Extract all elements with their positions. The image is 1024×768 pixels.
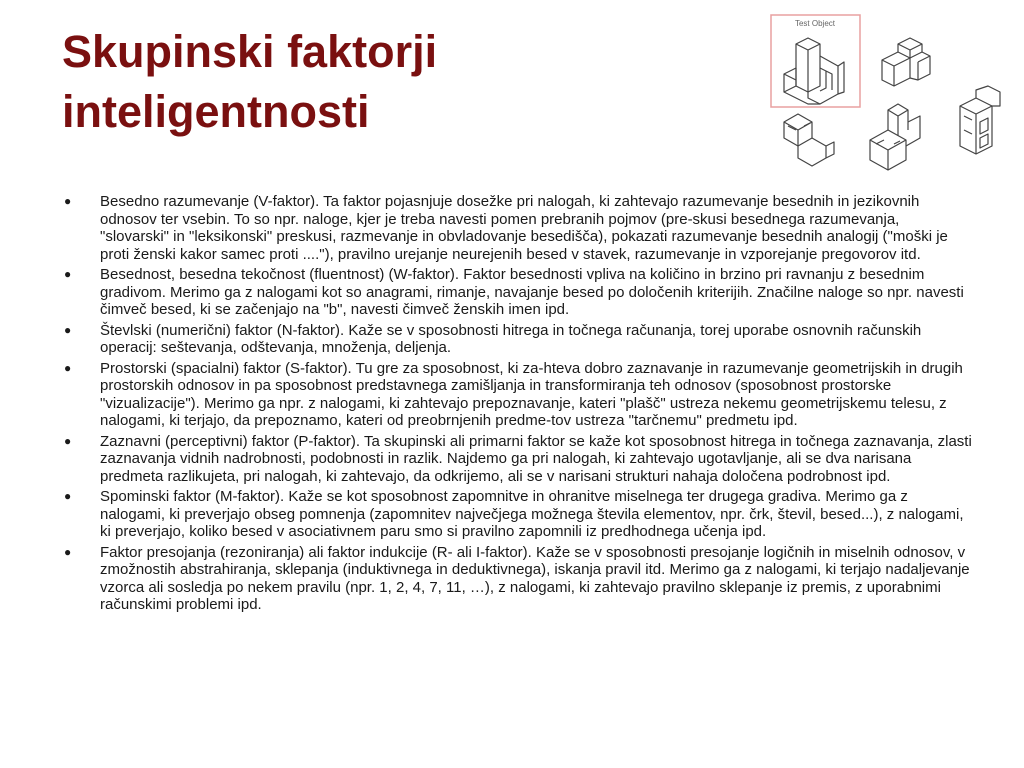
bullet-icon: ●: [64, 267, 72, 281]
page-title-line-2: inteligentnosti: [62, 86, 370, 137]
list-item: [62, 360, 972, 430]
bullet-icon: ●: [64, 360, 72, 375]
bullet-icon: ●: [64, 489, 72, 503]
list-item: [62, 433, 972, 486]
bullet-icon: ●: [64, 433, 72, 448]
bullet-icon: ●: [64, 194, 72, 208]
list-item-text: Prostorski (spacialni) faktor (S-faktor). Tu gre za sposobnost, ki za-hteva dobro zaznavanje in razumevanje geometrijskih in drugih prostorskih odnosov in pa sposobnost predstavnega zamišljanja in transformiranja teh odnosov (sposobnost prostorske "vizualizacije"). Merimo ga npr. z nalogami, ki zahtevajo prepoznavanje, kateri "plašč" ustreza nekemu geometrijskemu telesu, z nalogami, ki terjajo, da prepoznamo, kateri od preobrnjenih predme-tov ustreza "tarčnemu" predmetu ipd.: [100, 359, 963, 429]
list-item: [62, 266, 972, 319]
list-item: [62, 193, 972, 263]
list-item-text: Zaznavni (perceptivni) faktor (P-faktor). Ta skupinski ali primarni faktor se kaže kot sposobnost hitrega in točnega zaznavanja, zlasti zaznavanja vidnih nadrobnosti, podobnosti in razlik. Najdemo ga pri nalogah, ki zahtevajo ugotavljanje, ali se dva narisana predmeta razlikujeta, pri nalogah, ki zahtevajo, da odkrijemo, ali se v narisani strukturi nahaja določena podrobnost ipd.: [100, 432, 972, 485]
list-item: [62, 322, 972, 357]
page-title: [62, 22, 437, 142]
list-item-text: Besednost, besedna tekočnost (fluentnost) (W-faktor). Faktor besednosti vpliva na količino in brzino pri ravnanju z besednim gradivom. Merimo ga z nalogami kot so anagrami, rimanje, navajanje besed po določenih kriterijih. Značilne naloge so npr. navesti čimveč besed, ki se začenjajo na "b", navesti čimveč ženskih imen ipd.: [100, 266, 964, 318]
bullet-list: [62, 193, 972, 617]
list-item: [62, 488, 972, 541]
test-object-frame: [771, 15, 860, 107]
list-item-text: Spominski faktor (M-faktor). Kaže se kot sposobnost zapomnitve in ohranitve miselnega ter drugega gradiva. Merimo ga z nalogami, ki preverjajo obseg pomnenja (zapomnitev največjega možnega števila elementov, npr. črk, števil, besed...), z nalogami, ki preverjajo, koliko besed v asociativnem paru smo si pravilno zapomnili iz predhodnega učenja ipd.: [100, 488, 964, 540]
list-item: [62, 544, 972, 614]
option-shape-a: [882, 38, 930, 86]
test-object-shape: [784, 38, 844, 104]
test-object-label: Test Object: [794, 19, 836, 28]
isometric-block-shapes-icon: [760, 8, 1016, 178]
option-shape-b: [784, 114, 834, 166]
page-title-line-1: Skupinski faktorji: [62, 26, 438, 77]
test-object-figure: [760, 8, 1016, 178]
bullet-icon: ●: [64, 544, 72, 559]
list-item-text: Faktor presojanja (rezoniranja) ali faktor indukcije (R- ali I-faktor). Kaže se v sposobnosti presojanje logičnih in miselnih odnosov, v zmožnostih abstrahiranja, sklepanja (induktivnega in deduktivnega), iskanja pravil itd. Merimo ga z nalogami, ki terjajo nadaljevanje vzorca ali sosledja po nekem pravilu (npr. 1, 2, 4, 7, 11, …), z nalogami, ki zahtevajo pravilno sklepanje iz premis, z uporabnimi računskimi problemi ipd.: [100, 543, 970, 613]
list-item-text: Števlski (numerični) faktor (N-faktor). Kaže se v sposobnosti hitrega in točnega računanja, torej uporabe osnovnih računskih operacij: seštevanja, odštevanja, množenja, deljenja.: [100, 321, 922, 356]
option-shape-c: [870, 104, 920, 170]
list-item-text: Besedno razumevanje (V-faktor). Ta faktor pojasnjuje dosežke pri nalogah, ki zahtevajo razumevanje besednih in jezikovnih odnosov ter vsebin. To so npr. naloge, kjer je treba navesti pomen prebranih pojmov (pre-skusi besednega razumevanja, "slovarski" in "leksikonski" preskusi, razmevanje in obvladovanje besedišča), pokazati razumevanje besednih analogij ("moški je proti ženski kakor samec proti ...."), pravilno urejanje neurejenih besed v stavek, razumevanje in vzporejanje pregovorov itd.: [100, 193, 948, 263]
bullet-icon: ●: [64, 322, 72, 337]
option-shape-d: [960, 86, 1000, 154]
